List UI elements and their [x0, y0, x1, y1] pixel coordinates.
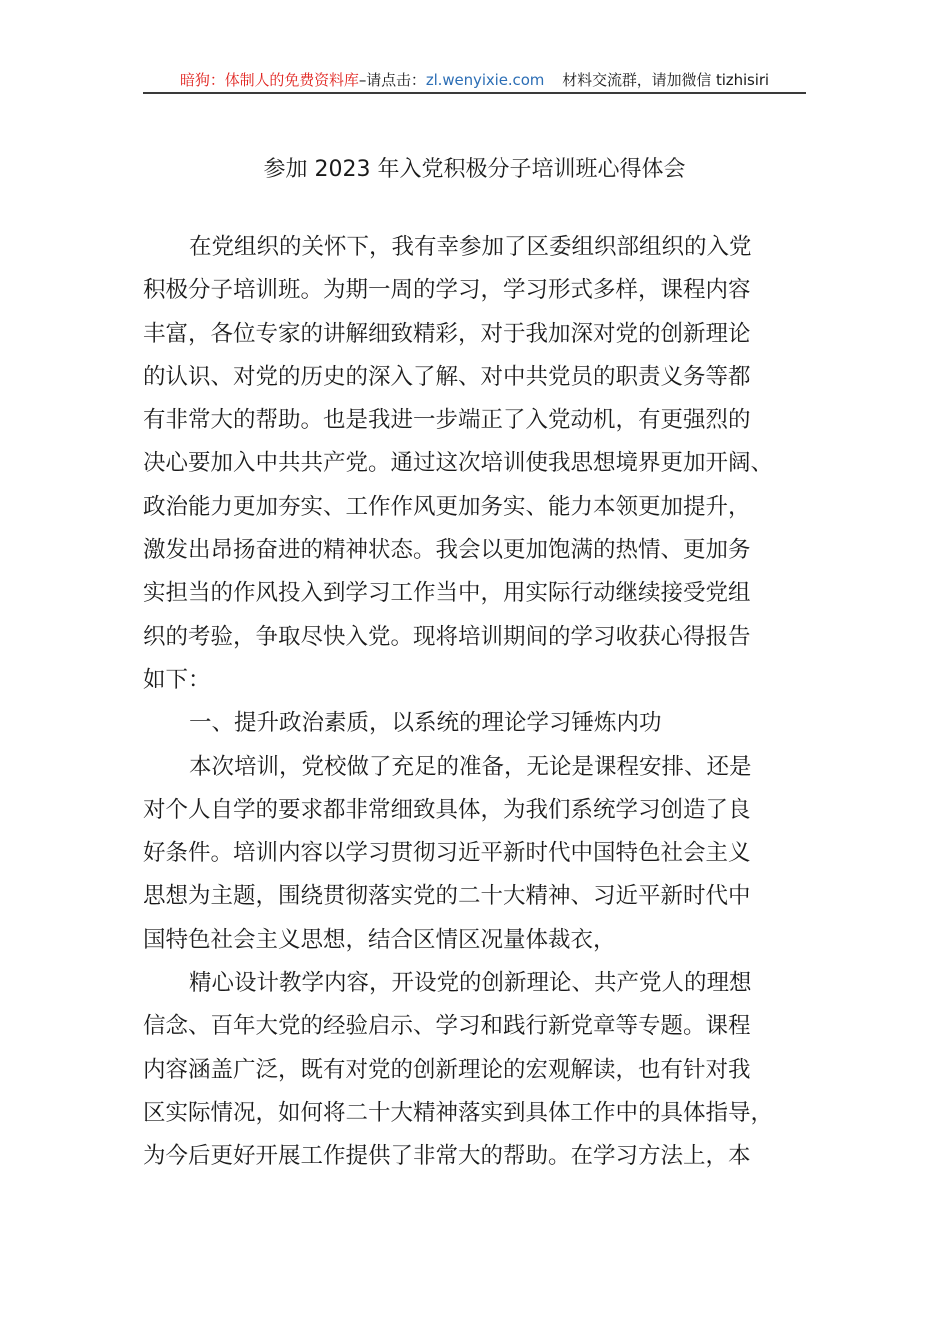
paragraph-line: 本次培训，党校做了充足的准备，无论是课程安排、还是: [189, 753, 752, 780]
document-body: [143, 226, 823, 1179]
paragraph-line: 在党组织的关怀下，我有幸参加了区委组织部组织的入党: [189, 234, 752, 260]
paragraph-line: 好条件。培训内容以学习贯彻习近平新时代中国特色社会主义: [143, 840, 751, 867]
paragraph-line: 信念、百年大党的经验启示、学习和践行新党章等专题。课程: [143, 1013, 751, 1040]
paragraph-line: 为今后更好开展工作提供了非常大的帮助。在学习方法上，本: [143, 1143, 751, 1170]
header-brand: 暗狗：体制人的免费资料库: [180, 71, 359, 89]
paragraph-line: 有非常大的帮助。也是我进一步端正了入党动机，有更强烈的: [143, 407, 751, 434]
paragraph-line: 的认识、对党的历史的深入了解、对中共党员的职责义务等都: [143, 363, 751, 390]
header-divider: [143, 92, 806, 94]
paragraph-line: 如下：: [143, 666, 211, 693]
header-link[interactable]: zl.wenyixie.com: [425, 71, 545, 89]
paragraph-line: 实担当的作风投入到学习工作当中，用实际行动继续接受党组: [143, 580, 751, 607]
paragraph-line: 政治能力更加夯实、工作作风更加务实、能力本领更加提升，: [143, 493, 751, 520]
header-prompt: –请点击：: [358, 71, 426, 89]
paragraph-line: 内容涵盖广泛，既有对党的创新理论的宏观解读，也有针对我: [143, 1056, 751, 1083]
paragraph-line: 区实际情况，如何将二十大精神落实到具体工作中的具体指导，: [143, 1099, 774, 1126]
document-title: 参加 2023 年入党积极分子培训班心得体会: [263, 157, 686, 182]
section-heading: 一、提升政治素质，以系统的理论学习锤炼内功: [189, 710, 662, 737]
paragraph-line: 丰富，各位专家的讲解细致精彩，对于我加深对党的创新理论: [143, 320, 751, 347]
paragraph-line: 思想为主题，围绕贯彻落实党的二十大精神、习近平新时代中: [143, 883, 751, 910]
paragraph-line: 激发出昂扬奋进的精神状态。我会以更加饱满的热情、更加务: [143, 537, 751, 564]
paragraph-line: 国特色社会主义思想，结合区情区况量体裁衣，: [143, 926, 616, 953]
paragraph-line: 织的考验，争取尽快入党。现将培训期间的学习收获心得报告: [143, 623, 751, 650]
header-contact: 材料交流群，请加微信 tizhisiri: [562, 71, 769, 89]
watermark-header: [143, 68, 806, 92]
paragraph-line: 精心设计教学内容，开设党的创新理论、共产党人的理想: [189, 970, 752, 997]
paragraph-line: 积极分子培训班。为期一周的学习，学习形式多样，课程内容: [143, 277, 751, 304]
paragraph-line: 对个人自学的要求都非常细致具体，为我们系统学习创造了良: [143, 796, 751, 823]
paragraph-line: 决心要加入中共共产党。通过这次培训使我思想境界更加开阔、: [143, 450, 774, 477]
